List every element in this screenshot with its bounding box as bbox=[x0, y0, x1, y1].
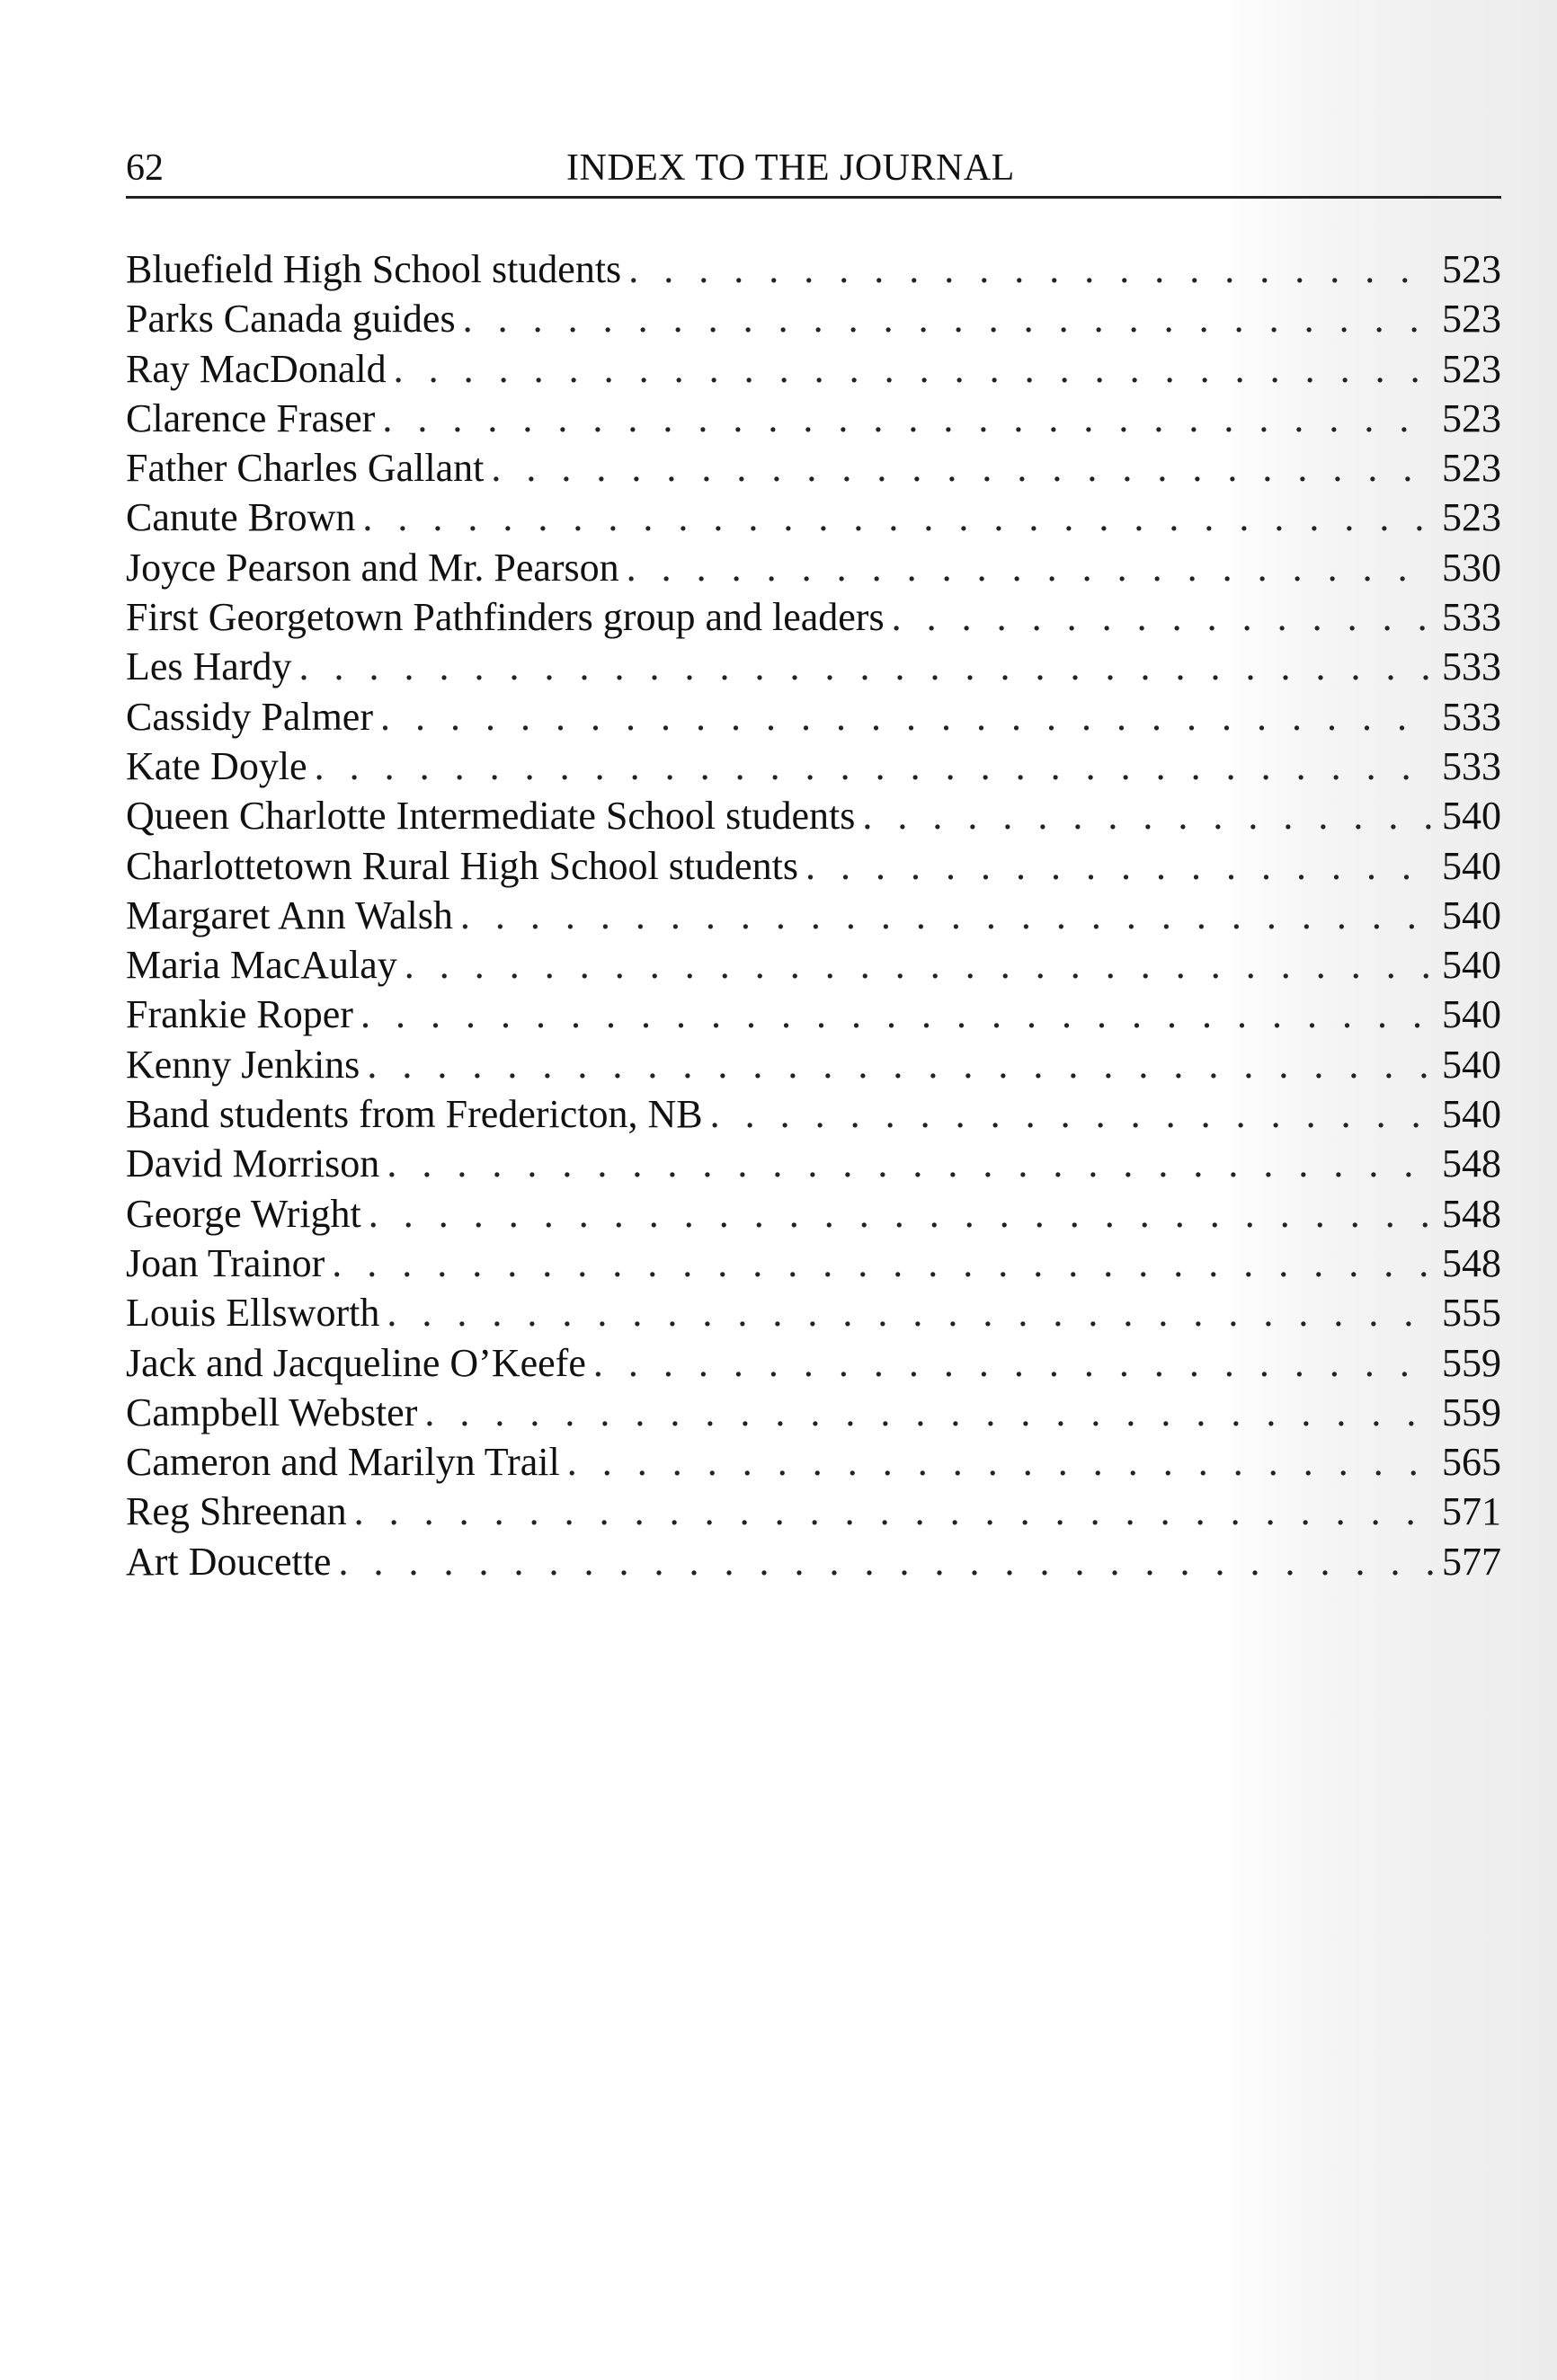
entry-name: Kenny Jenkins bbox=[126, 1042, 360, 1087]
entry-name: Father Charles Gallant bbox=[126, 446, 485, 491]
page-header bbox=[126, 142, 1501, 194]
page-number: 62 bbox=[126, 147, 164, 189]
entry-page-number: 540 bbox=[1442, 943, 1501, 988]
entry-page-number: 540 bbox=[1442, 843, 1501, 888]
dot-leader bbox=[628, 244, 1433, 294]
entry-page-number: 555 bbox=[1442, 1291, 1501, 1336]
index-entry bbox=[126, 742, 1501, 791]
header-rule bbox=[126, 196, 1501, 199]
entry-name: Charlottetown Rural High School students bbox=[126, 843, 798, 888]
dot-leader bbox=[627, 543, 1433, 592]
dot-leader bbox=[491, 443, 1433, 493]
entry-page-number: 540 bbox=[1442, 794, 1501, 839]
dot-leader bbox=[567, 1437, 1433, 1487]
index-entry bbox=[126, 1189, 1501, 1239]
entry-name: Campbell Webster bbox=[126, 1390, 418, 1434]
dot-leader bbox=[315, 742, 1433, 791]
entry-page-number: 548 bbox=[1442, 1141, 1501, 1186]
index-entry bbox=[126, 891, 1501, 940]
index-entry bbox=[126, 443, 1501, 493]
dot-leader bbox=[369, 1189, 1433, 1239]
entry-page-number: 523 bbox=[1442, 297, 1501, 342]
index-entry bbox=[126, 244, 1501, 294]
entry-page-number: 540 bbox=[1442, 992, 1501, 1037]
entry-name: Maria MacAulay bbox=[126, 943, 397, 988]
index-entry bbox=[126, 1239, 1501, 1288]
dot-leader bbox=[332, 1239, 1433, 1288]
entry-name: Parks Canada guides bbox=[126, 297, 456, 342]
entry-page-number: 533 bbox=[1442, 743, 1501, 788]
index-entry bbox=[126, 543, 1501, 592]
dot-leader bbox=[892, 592, 1433, 642]
index-entry bbox=[126, 990, 1501, 1039]
entry-name: Canute Brown bbox=[126, 495, 356, 540]
index-entry bbox=[126, 1338, 1501, 1388]
index-entry bbox=[126, 1139, 1501, 1188]
entry-name: Les Hardy bbox=[126, 644, 292, 689]
dot-leader bbox=[387, 1288, 1433, 1337]
entry-name: Art Doucette bbox=[126, 1539, 332, 1584]
dot-leader bbox=[382, 394, 1433, 443]
index-entry bbox=[126, 1388, 1501, 1437]
dot-leader bbox=[338, 1537, 1433, 1586]
entry-name: First Georgetown Pathfinders group and leaders bbox=[126, 595, 885, 640]
entry-name: Margaret Ann Walsh bbox=[126, 892, 453, 937]
entry-name: Kate Doyle bbox=[126, 743, 307, 788]
entry-name: Band students from Fredericton, NB bbox=[126, 1092, 703, 1137]
dot-leader bbox=[299, 642, 1434, 691]
entry-page-number: 523 bbox=[1442, 346, 1501, 391]
dot-leader bbox=[710, 1089, 1433, 1139]
entry-page-number: 548 bbox=[1442, 1191, 1501, 1236]
entry-name: Ray MacDonald bbox=[126, 346, 387, 391]
dot-leader bbox=[387, 1139, 1433, 1188]
dot-leader bbox=[805, 841, 1433, 891]
entry-name: Reg Shreenan bbox=[126, 1489, 347, 1534]
entry-page-number: 540 bbox=[1442, 892, 1501, 937]
index-entry bbox=[126, 1040, 1501, 1089]
dot-leader bbox=[394, 344, 1433, 394]
entry-page-number: 571 bbox=[1442, 1489, 1501, 1534]
entry-page-number: 523 bbox=[1442, 395, 1501, 440]
dot-leader bbox=[367, 1040, 1433, 1089]
dot-leader bbox=[862, 791, 1433, 840]
index-entry bbox=[126, 791, 1501, 840]
entry-name: David Morrison bbox=[126, 1141, 380, 1186]
entry-name: Joyce Pearson and Mr. Pearson bbox=[126, 545, 619, 590]
entry-page-number: 523 bbox=[1442, 446, 1501, 491]
entry-name: Joan Trainor bbox=[126, 1240, 325, 1285]
index-entry bbox=[126, 344, 1501, 394]
index-entry bbox=[126, 592, 1501, 642]
index-entry bbox=[126, 493, 1501, 542]
entry-name: George Wright bbox=[126, 1191, 361, 1236]
index-entry bbox=[126, 642, 1501, 691]
entry-page-number: 523 bbox=[1442, 247, 1501, 291]
dot-leader bbox=[424, 1388, 1433, 1437]
entry-page-number: 540 bbox=[1442, 1092, 1501, 1137]
index-entry bbox=[126, 294, 1501, 343]
index-entry bbox=[126, 1288, 1501, 1337]
entry-page-number: 533 bbox=[1442, 694, 1501, 739]
index-entry bbox=[126, 1537, 1501, 1586]
entry-page-number: 548 bbox=[1442, 1240, 1501, 1285]
index-entry-list bbox=[126, 244, 1501, 1586]
index-entry bbox=[126, 394, 1501, 443]
dot-leader bbox=[362, 493, 1433, 542]
index-entry bbox=[126, 1437, 1501, 1487]
entry-page-number: 530 bbox=[1442, 545, 1501, 590]
entry-name: Frankie Roper bbox=[126, 992, 353, 1037]
entry-name: Cameron and Marilyn Trail bbox=[126, 1440, 560, 1485]
entry-page-number: 565 bbox=[1442, 1440, 1501, 1485]
index-entry bbox=[126, 692, 1501, 742]
entry-page-number: 523 bbox=[1442, 495, 1501, 540]
entry-page-number: 533 bbox=[1442, 644, 1501, 689]
entry-page-number: 577 bbox=[1442, 1539, 1501, 1584]
entry-page-number: 559 bbox=[1442, 1390, 1501, 1434]
dot-leader bbox=[463, 294, 1433, 343]
running-title: INDEX TO THE JOURNAL bbox=[566, 147, 1015, 189]
dot-leader bbox=[354, 1487, 1433, 1536]
dot-leader bbox=[593, 1338, 1433, 1388]
entry-name: Queen Charlotte Intermediate School students bbox=[126, 794, 856, 839]
index-entry bbox=[126, 1487, 1501, 1536]
entry-name: Clarence Fraser bbox=[126, 395, 376, 440]
dot-leader bbox=[360, 990, 1433, 1039]
dot-leader bbox=[380, 692, 1433, 742]
index-entry bbox=[126, 841, 1501, 891]
entry-page-number: 533 bbox=[1442, 595, 1501, 640]
entry-page-number: 540 bbox=[1442, 1042, 1501, 1087]
entry-name: Bluefield High School students bbox=[126, 247, 622, 291]
entry-name: Louis Ellsworth bbox=[126, 1291, 380, 1336]
dot-leader bbox=[405, 940, 1433, 990]
entry-name: Cassidy Palmer bbox=[126, 694, 373, 739]
entry-page-number: 559 bbox=[1442, 1340, 1501, 1385]
entry-name: Jack and Jacqueline O’Keefe bbox=[126, 1340, 586, 1385]
index-entry bbox=[126, 940, 1501, 990]
index-entry bbox=[126, 1089, 1501, 1139]
dot-leader bbox=[460, 891, 1433, 940]
